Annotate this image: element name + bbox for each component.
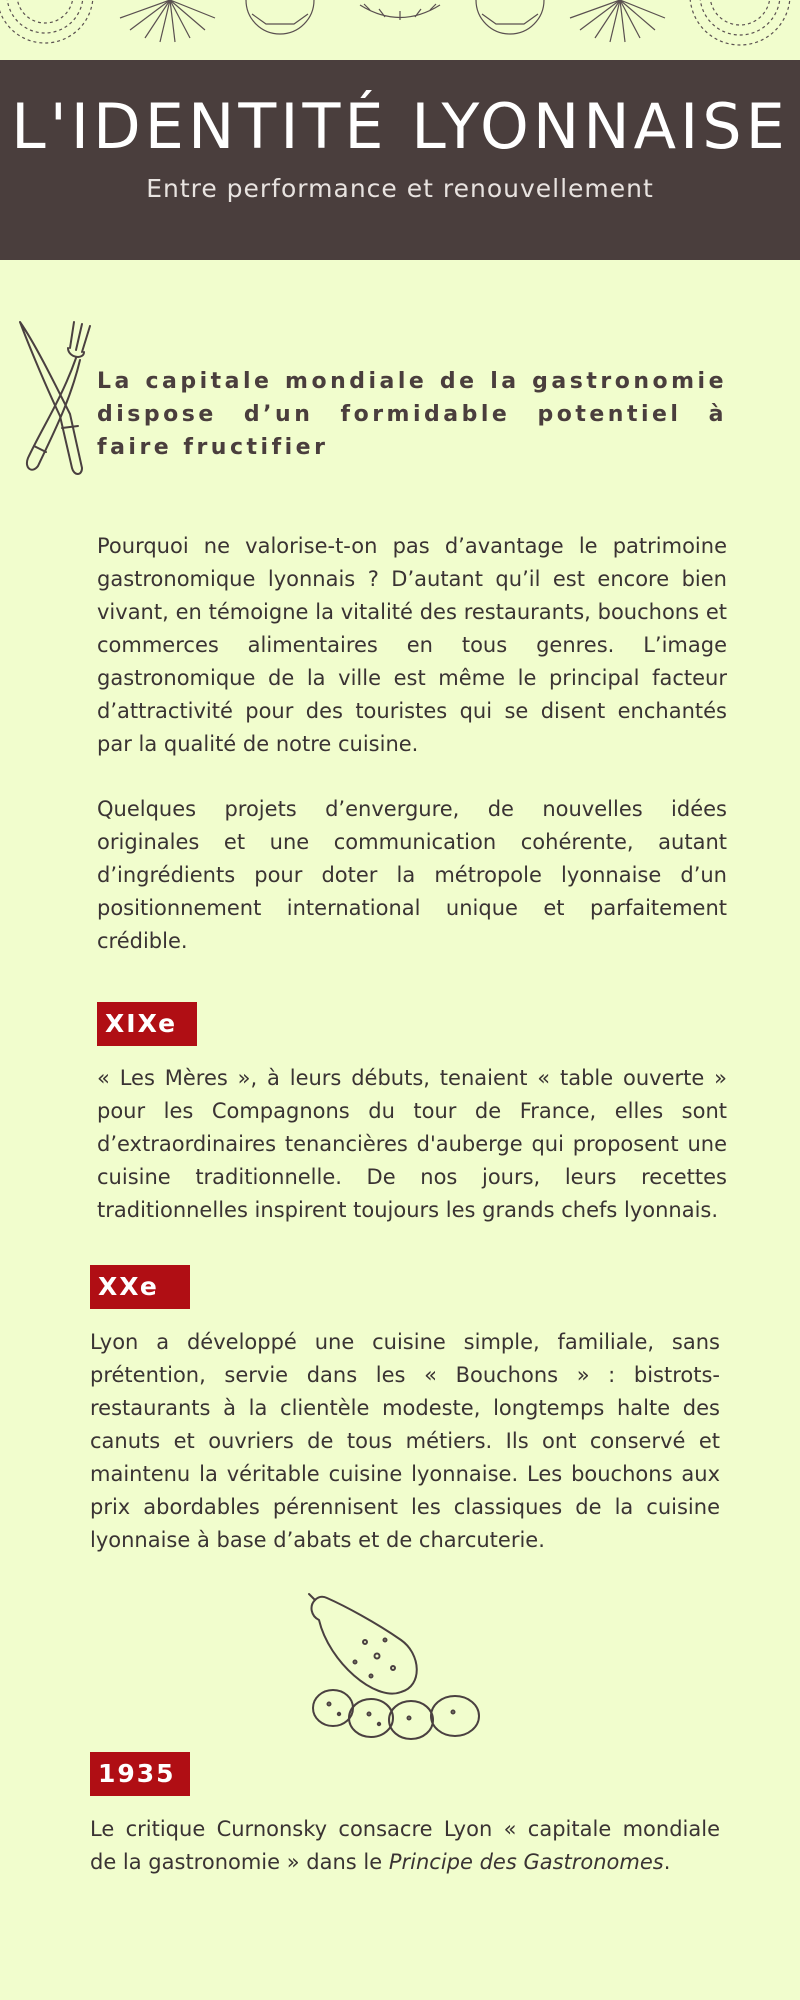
badge-xixe: XIXe — [97, 1002, 197, 1046]
badge-xxe: XXe — [90, 1265, 190, 1309]
intro-paragraph-1: Pourquoi ne valorise-t-on pas d’avantage le patrimoine gastronomique lyonnais ? D’autant qu’il est encore bien vivant, en témoigne la vitalité des restaurants, bouchons et commerces alimentaires en tous genres. L’image gastronomique de la ville est même le principal facteur d’attractivité pour des touristes qui se disent enchantés par la qualité de notre cuisine. — [97, 534, 727, 756]
book-title: Principe des Gastronomes — [388, 1850, 664, 1874]
1935-paragraph — [90, 1813, 720, 1879]
page-subtitle: Entre performance et renouvellement — [146, 174, 654, 203]
cutlery-icon — [12, 318, 98, 480]
top-decoration — [0, 0, 800, 60]
badge-1935: 1935 — [90, 1752, 190, 1796]
1935-text-before: Le critique Curnonsky consacre Lyon « capitale mondiale de la gastronomie » dans le — [90, 1817, 720, 1874]
intro-paragraph-2: Quelques projets d’envergure, de nouvelles idées originales et une communication cohérente, autant d’ingrédients pour doter la métropole lyonnaise d’un positionnement international unique et parfaitement crédible. — [97, 797, 727, 953]
sausage-icon — [305, 1592, 495, 1752]
page-footer-space — [0, 1900, 800, 2000]
xxe-paragraph: Lyon a développé une cuisine simple, familiale, sans prétention, servie dans les « Bouchons » : bistrots-restaurants à la clientèle modeste, longtemps halte des canuts et ouvriers de tous métiers. Ils ont conservé et maintenu la véritable cuisine lyonnaise. Les bouchons aux prix abordables pérennisent les classiques de la cuisine lyonnaise à base d’abats et de charcuterie. — [90, 1330, 720, 1552]
xixe-paragraph: « Les Mères », à leurs débuts, tenaient « table ouverte » pour les Compagnons du tour de France, elles sont d’extraordinaires tenancières d'auberge qui proposent une cuisine traditionnelle. De nos jours, leurs recettes traditionnelles inspirent toujours les grands chefs lyonnais. — [97, 1066, 727, 1222]
header-banner — [0, 60, 800, 260]
intro-heading: La capitale mondiale de la gastronomie dispose d’un formidable potentiel à faire fructifier — [97, 369, 727, 460]
page-title: L'IDENTITÉ LYONNAISE — [11, 90, 789, 163]
1935-text-after: . — [663, 1850, 671, 1874]
